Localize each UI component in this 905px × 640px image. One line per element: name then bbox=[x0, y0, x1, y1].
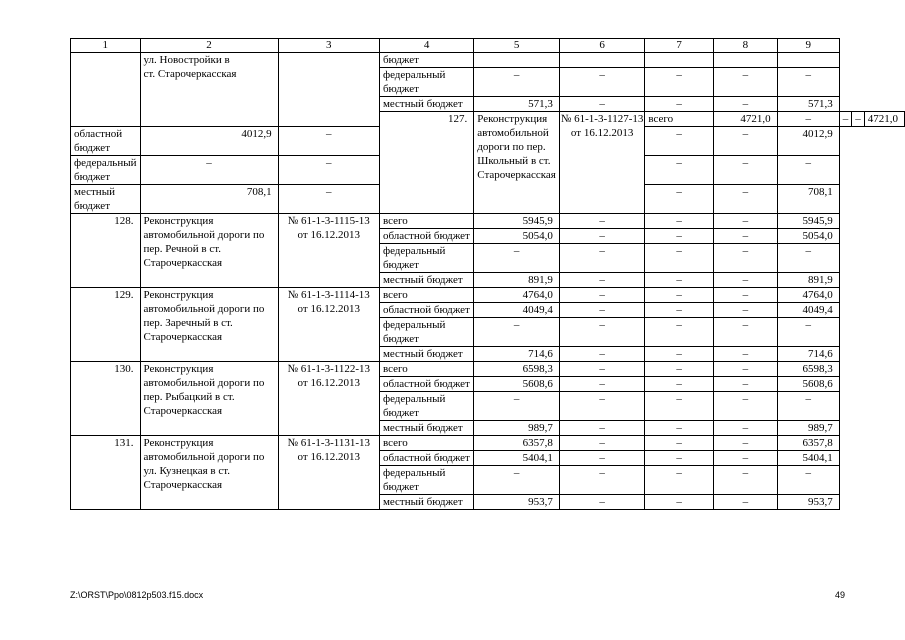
object-name-line: ул. Новостройки в bbox=[143, 54, 230, 66]
value-cell-6: – bbox=[278, 127, 379, 156]
value-cell-7: – bbox=[645, 347, 714, 362]
document-ref: № 61-1-3-1131-13 от 16.12.2013 bbox=[278, 436, 379, 510]
value-cell-5: – bbox=[474, 392, 560, 421]
value-cell-5: 891,9 bbox=[474, 273, 560, 288]
table-row bbox=[71, 53, 905, 68]
value-cell-7: – bbox=[645, 214, 714, 229]
value-cell-7: – bbox=[645, 68, 714, 97]
value-cell-8: – bbox=[713, 244, 777, 273]
value-cell-5: – bbox=[474, 318, 560, 347]
value-cell-8: – bbox=[713, 97, 777, 112]
value-cell-7: – bbox=[645, 127, 714, 156]
value-cell-9: 571,3 bbox=[777, 97, 839, 112]
value-cell-8: – bbox=[713, 347, 777, 362]
value-cell-6: – bbox=[559, 68, 645, 97]
value-cell-7: – bbox=[645, 288, 714, 303]
value-cell-6: – bbox=[559, 362, 645, 377]
value-cell-6: – bbox=[559, 451, 645, 466]
value-cell-8: – bbox=[713, 362, 777, 377]
budget-table bbox=[70, 38, 905, 510]
value-cell-6: – bbox=[559, 466, 645, 495]
funding-source: областной бюджет bbox=[379, 303, 473, 318]
funding-source: областной бюджет bbox=[71, 127, 141, 156]
funding-source: всего bbox=[379, 214, 473, 229]
value-cell-9: – bbox=[777, 392, 839, 421]
column-number: 1 bbox=[71, 39, 141, 53]
value-cell-9: 6357,8 bbox=[777, 436, 839, 451]
value-cell-6: – bbox=[559, 392, 645, 421]
value-cell-6: – bbox=[777, 112, 839, 127]
funding-source: федеральный бюджет bbox=[379, 318, 473, 347]
value-cell-6: – bbox=[559, 229, 645, 244]
value-cell-9: 6598,3 bbox=[777, 362, 839, 377]
value-cell-5: 6598,3 bbox=[474, 362, 560, 377]
value-cell-9: 953,7 bbox=[777, 495, 839, 510]
funding-source: местный бюджет bbox=[379, 97, 473, 112]
value-cell-6: – bbox=[559, 495, 645, 510]
funding-source: местный бюджет bbox=[379, 347, 473, 362]
value-cell-8 bbox=[713, 53, 777, 68]
column-number: 3 bbox=[278, 39, 379, 53]
value-cell-8: – bbox=[713, 288, 777, 303]
table-row bbox=[71, 436, 905, 451]
value-cell-8: – bbox=[713, 68, 777, 97]
value-cell-9: 5054,0 bbox=[777, 229, 839, 244]
value-cell-6: – bbox=[559, 303, 645, 318]
value-cell-9: 4012,9 bbox=[777, 127, 839, 156]
value-cell-7: – bbox=[645, 495, 714, 510]
table-row bbox=[71, 288, 905, 303]
value-cell-5: – bbox=[140, 156, 278, 185]
value-cell-9 bbox=[777, 53, 839, 68]
column-number: 6 bbox=[559, 39, 645, 53]
funding-source: областной бюджет bbox=[379, 377, 473, 392]
object-name: Реконструкция автомобильной дороги по ул. Кузнецкая в ст. Старочеркасская bbox=[140, 436, 278, 510]
value-cell-7: – bbox=[645, 377, 714, 392]
column-number: 2 bbox=[140, 39, 278, 53]
value-cell-7 bbox=[645, 53, 714, 68]
value-cell-8: – bbox=[713, 214, 777, 229]
value-cell-5: – bbox=[474, 466, 560, 495]
value-cell-5: – bbox=[474, 68, 560, 97]
funding-source: местный бюджет bbox=[71, 185, 141, 214]
value-cell-7: – bbox=[645, 156, 714, 185]
item-number: 128. bbox=[71, 214, 141, 288]
value-cell-7: – bbox=[645, 421, 714, 436]
value-cell-9: 5404,1 bbox=[777, 451, 839, 466]
value-cell-5: 4049,4 bbox=[474, 303, 560, 318]
value-cell-8: – bbox=[713, 421, 777, 436]
column-number: 5 bbox=[474, 39, 560, 53]
value-cell-8: – bbox=[713, 436, 777, 451]
column-number: 8 bbox=[713, 39, 777, 53]
value-cell-7: – bbox=[645, 392, 714, 421]
value-cell-7: – bbox=[645, 436, 714, 451]
value-cell-8: – bbox=[713, 466, 777, 495]
item-number: 131. bbox=[71, 436, 141, 510]
value-cell-6: – bbox=[559, 244, 645, 273]
document-ref: № 61-1-3-1115-13 от 16.12.2013 bbox=[278, 214, 379, 288]
value-cell-6: – bbox=[559, 214, 645, 229]
value-cell-7: – bbox=[645, 185, 714, 214]
object-name: Реконструкция автомобильной дороги по пер. Школьный в ст. Старочеркасская bbox=[474, 112, 560, 214]
value-cell-8: – bbox=[713, 156, 777, 185]
funding-source: всего bbox=[379, 362, 473, 377]
item-number: 130. bbox=[71, 362, 141, 436]
value-cell-7: – bbox=[839, 112, 852, 127]
document-ref: № 61-1-3-1114-13 от 16.12.2013 bbox=[278, 288, 379, 362]
value-cell-5: 708,1 bbox=[140, 185, 278, 214]
value-cell-9: – bbox=[777, 156, 839, 185]
value-cell-6: – bbox=[559, 273, 645, 288]
funding-source: местный бюджет bbox=[379, 495, 473, 510]
value-cell-6: – bbox=[559, 421, 645, 436]
value-cell-9: – bbox=[777, 318, 839, 347]
value-cell-6: – bbox=[559, 377, 645, 392]
object-name bbox=[140, 53, 278, 127]
value-cell-7: – bbox=[645, 229, 714, 244]
value-cell-6: – bbox=[559, 436, 645, 451]
value-cell-8: – bbox=[713, 127, 777, 156]
value-cell-9: – bbox=[777, 244, 839, 273]
value-cell-9: – bbox=[777, 466, 839, 495]
value-cell-5: 953,7 bbox=[474, 495, 560, 510]
table-row bbox=[71, 214, 905, 229]
value-cell-5: – bbox=[474, 244, 560, 273]
value-cell-7: – bbox=[645, 244, 714, 273]
value-cell-5: 4721,0 bbox=[713, 112, 777, 127]
column-number: 4 bbox=[379, 39, 473, 53]
item-number: 127. bbox=[379, 112, 473, 214]
value-cell-5: 4764,0 bbox=[474, 288, 560, 303]
value-cell-8: – bbox=[713, 185, 777, 214]
object-name: Реконструкция автомобильной дороги по пер. Речной в ст. Старочеркасская bbox=[140, 214, 278, 288]
value-cell-7: – bbox=[645, 303, 714, 318]
value-cell-9: 989,7 bbox=[777, 421, 839, 436]
value-cell-7: – bbox=[645, 362, 714, 377]
value-cell-9: 891,9 bbox=[777, 273, 839, 288]
value-cell-9: 708,1 bbox=[777, 185, 839, 214]
column-number: 7 bbox=[645, 39, 714, 53]
value-cell-8: – bbox=[713, 303, 777, 318]
value-cell-5: 5404,1 bbox=[474, 451, 560, 466]
value-cell-6: – bbox=[559, 288, 645, 303]
value-cell-6: – bbox=[278, 185, 379, 214]
value-cell-5: 5054,0 bbox=[474, 229, 560, 244]
object-name: Реконструкция автомобильной дороги по пер. Рыбацкий в ст. Старочеркасская bbox=[140, 362, 278, 436]
document-ref bbox=[278, 53, 379, 127]
value-cell-7: – bbox=[645, 466, 714, 495]
value-cell-9: 4721,0 bbox=[864, 112, 904, 127]
value-cell-8: – bbox=[713, 377, 777, 392]
funding-source: федеральный бюджет bbox=[379, 466, 473, 495]
file-path: Z:\ORST\Ppo\0812p503.f15.docx bbox=[70, 590, 204, 600]
object-name-line: ст. Старочеркасская bbox=[143, 68, 237, 80]
value-cell-6 bbox=[559, 53, 645, 68]
value-cell-8: – bbox=[713, 495, 777, 510]
value-cell-9: 4764,0 bbox=[777, 288, 839, 303]
funding-source: бюджет bbox=[379, 53, 473, 68]
funding-source: областной бюджет bbox=[379, 451, 473, 466]
column-header-row bbox=[71, 39, 905, 53]
document-ref: № 61-1-3-1127-13 от 16.12.2013 bbox=[559, 112, 645, 214]
value-cell-8: – bbox=[713, 229, 777, 244]
value-cell-6: – bbox=[559, 318, 645, 347]
funding-source: федеральный бюджет bbox=[71, 156, 141, 185]
value-cell-6: – bbox=[278, 156, 379, 185]
funding-source: местный бюджет bbox=[379, 421, 473, 436]
value-cell-9: 5608,6 bbox=[777, 377, 839, 392]
value-cell-7: – bbox=[645, 318, 714, 347]
value-cell-6: – bbox=[559, 97, 645, 112]
value-cell-8: – bbox=[852, 112, 865, 127]
item-number bbox=[71, 53, 141, 127]
value-cell-5: 989,7 bbox=[474, 421, 560, 436]
table-body bbox=[71, 39, 905, 510]
funding-source: федеральный бюджет bbox=[379, 244, 473, 273]
funding-source: всего bbox=[645, 112, 714, 127]
value-cell-9: 4049,4 bbox=[777, 303, 839, 318]
funding-source: всего bbox=[379, 436, 473, 451]
value-cell-7: – bbox=[645, 97, 714, 112]
object-name: Реконструкция автомобильной дороги по пер. Заречный в ст. Старочеркасская bbox=[140, 288, 278, 362]
funding-source: местный бюджет bbox=[379, 273, 473, 288]
value-cell-5: 6357,8 bbox=[474, 436, 560, 451]
value-cell-8: – bbox=[713, 318, 777, 347]
document-ref: № 61-1-3-1122-13 от 16.12.2013 bbox=[278, 362, 379, 436]
value-cell-5 bbox=[474, 53, 560, 68]
value-cell-8: – bbox=[713, 392, 777, 421]
value-cell-6: – bbox=[559, 347, 645, 362]
value-cell-7: – bbox=[645, 451, 714, 466]
value-cell-7: – bbox=[645, 273, 714, 288]
value-cell-5: 714,6 bbox=[474, 347, 560, 362]
value-cell-9: 714,6 bbox=[777, 347, 839, 362]
funding-source: федеральный бюджет bbox=[379, 68, 473, 97]
value-cell-5: 5608,6 bbox=[474, 377, 560, 392]
table-row bbox=[71, 362, 905, 377]
funding-source: всего bbox=[379, 288, 473, 303]
funding-source: областной бюджет bbox=[379, 229, 473, 244]
column-number: 9 bbox=[777, 39, 839, 53]
value-cell-9: – bbox=[777, 68, 839, 97]
funding-source: федеральный бюджет bbox=[379, 392, 473, 421]
item-number: 129. bbox=[71, 288, 141, 362]
value-cell-9: 5945,9 bbox=[777, 214, 839, 229]
value-cell-5: 571,3 bbox=[474, 97, 560, 112]
value-cell-8: – bbox=[713, 273, 777, 288]
page-number: 49 bbox=[835, 590, 846, 600]
value-cell-5: 4012,9 bbox=[140, 127, 278, 156]
value-cell-8: – bbox=[713, 451, 777, 466]
value-cell-5: 5945,9 bbox=[474, 214, 560, 229]
